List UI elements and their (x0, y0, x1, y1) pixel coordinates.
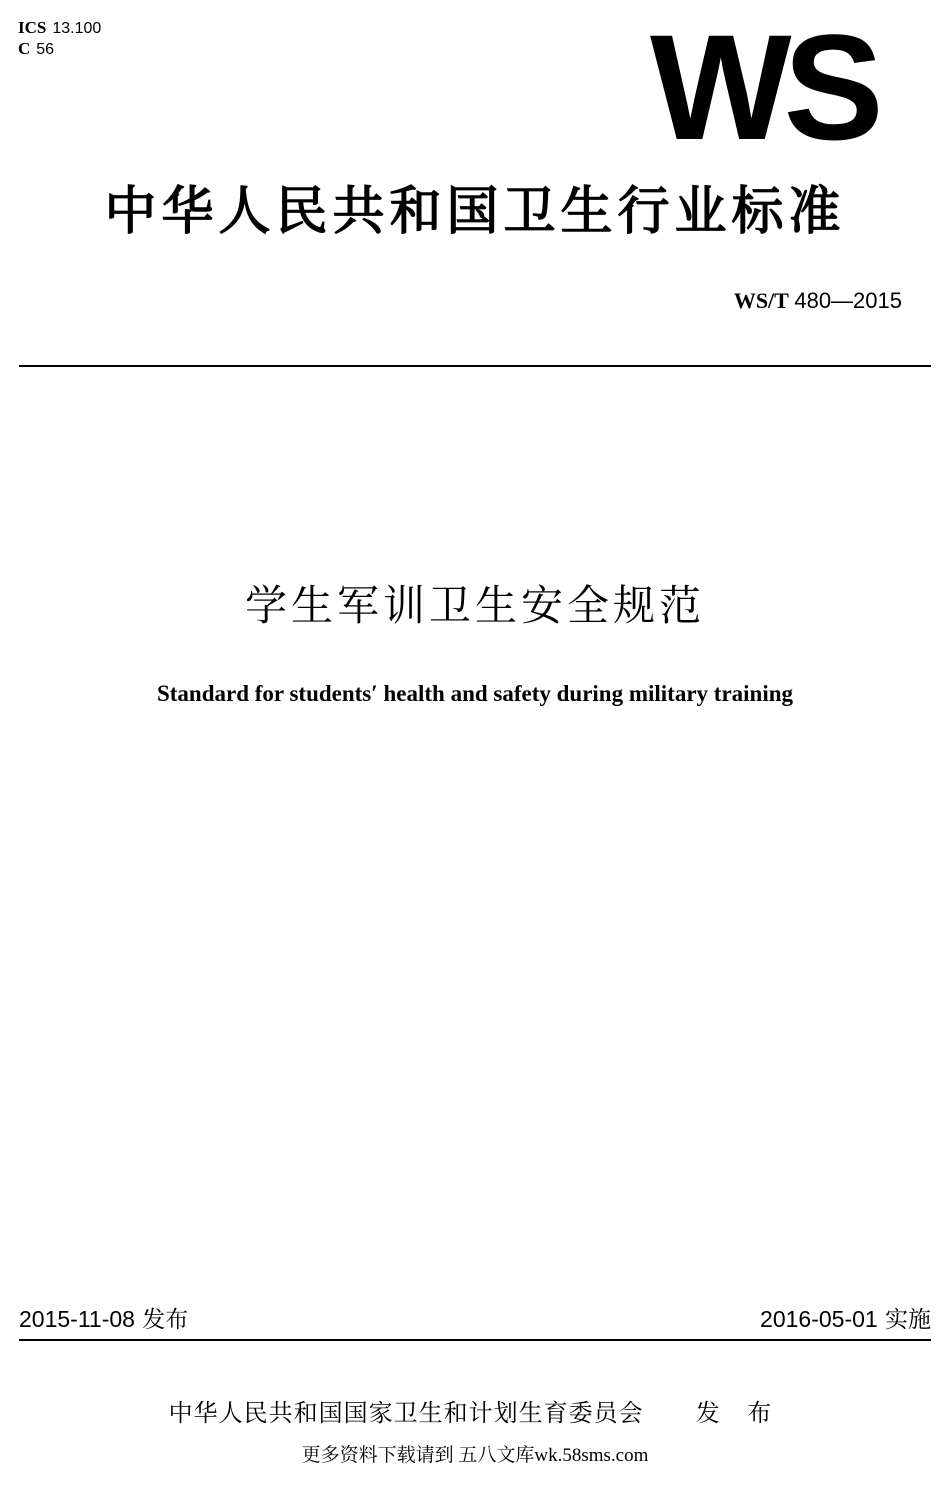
ics-code: 13.100 (52, 20, 102, 37)
issue-date: 2015-11-08 (19, 1306, 135, 1332)
document-title-en: Standard for students′ health and safety during military training (156, 681, 794, 706)
ics-label: ICS (18, 18, 47, 37)
standard-category-title: 中华人民共和国卫生行业标准 (104, 182, 846, 242)
issue-date-line (19, 1304, 188, 1335)
issue-label: 发布 (142, 1307, 189, 1333)
implementation-date: 2016-05-01 (760, 1306, 878, 1332)
publish-label: 发 布 (695, 1399, 782, 1427)
issuer-line (0, 1396, 950, 1430)
classification-codes (18, 18, 101, 60)
top-divider (19, 365, 931, 367)
document-title-zh: 学生军训卫生安全规范 (244, 581, 705, 630)
implementation-label: 实施 (885, 1307, 931, 1333)
implementation-date-line (760, 1304, 931, 1335)
standard-code-prefix: WS/T (733, 288, 789, 313)
footer-download-note: 更多资料下载请到 五八文库wk.58sms.com (301, 1445, 649, 1466)
ics-line (18, 18, 101, 39)
ccs-line (18, 39, 101, 60)
standard-code (734, 287, 902, 315)
issuing-organization: 中华人民共和国国家卫生和计划生育委员会 (168, 1399, 644, 1427)
ccs-label: C (18, 39, 31, 58)
standard-code-number: 480—2015 (794, 288, 902, 313)
ws-logo: WS (650, 3, 876, 171)
bottom-divider (19, 1339, 931, 1341)
ccs-code: 56 (36, 41, 55, 58)
